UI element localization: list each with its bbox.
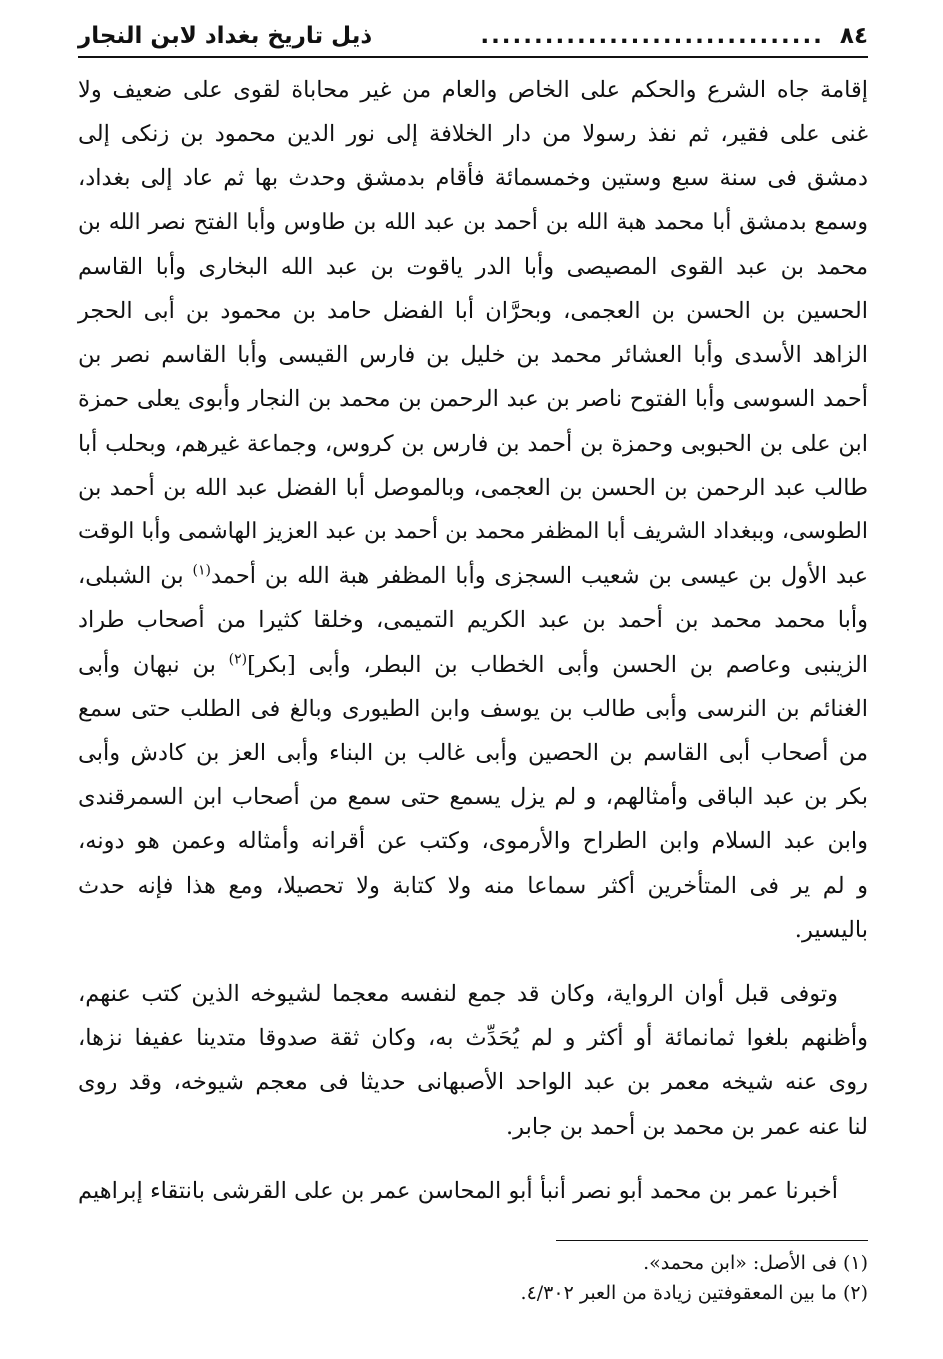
text-line: باليسير.	[794, 916, 868, 943]
text-line: من أصحاب أبى القاسم بن الحصين وأبى غالب بن البناء وأبى العز بن كادش وأبى	[78, 740, 868, 767]
text-line: وأظنهم بلغوا ثمانمائة أو أكثر و لم يُحَدِّث به، وكان ثقة صدوقا متدينا عفيفا نزها،	[78, 1025, 868, 1052]
running-head	[78, 18, 868, 54]
paragraph-1	[78, 68, 868, 952]
text-line: وتوفى قبل أوان الرواية، وكان قد جمع لنفسه معجما لشيوخه الذين كتب عنهم،	[78, 981, 838, 1008]
text-segment: عبد الأول بن عيسى بن شعيب السجزى وأبا المظفر هبة الله بن أحمد	[211, 563, 868, 590]
page-number: ٨٤	[839, 23, 868, 49]
text-line: وسمع بدمشق أبا محمد هبة الله بن أحمد بن عبد الله بن طاوس وأبا الفتح نصر الله بن	[78, 209, 868, 235]
footnote-marker-2[interactable]: (٢)	[228, 651, 248, 668]
header-rule	[78, 56, 868, 58]
text-line: الحسين بن الحسن بن العجمى، وبحرَّان أبا الفضل حامد بن محمود بن أبى الحجر	[78, 298, 868, 325]
text-segment: بن الشبلى،	[78, 563, 193, 590]
text-line: دمشق فى سنة سبع وستين وخمسمائة فأقام بدمشق وحدث بها ثم عاد إلى بغداد،	[78, 165, 868, 192]
text-line: إقامة جاه الشرع والحكم على الخاص والعام من غير محاباة لقوى على ضعيف ولا	[78, 77, 868, 103]
text-line: و لم ير فى المتأخرين أكثر سماعا منه ولا كتابة ولا تحصيلا، ومع هذا فإنه حدث	[78, 872, 868, 899]
text-line: محمد بن عبد القوى المصيصى وأبا الدر ياقوت بن عبد الله البخارى وأبا القاسم	[78, 253, 868, 280]
text-line: لنا عنه عمر بن محمد بن أحمد بن جابر.	[506, 1113, 868, 1140]
text-line-with-footnote-2	[78, 643, 868, 687]
text-line: طالب عبد الرحمن بن الحسن بن العجمى، وبالموصل أبا الفضل عبد الله بن أحمد بن	[78, 474, 868, 501]
text-line: أخبرنا عمر بن محمد أبو نصر أنبأ أبو المحاسن عمر بن على القرشى بانتقاء إبراهيم	[78, 1177, 838, 1204]
text-line: الزاهد الأسدى وأبا العشائر محمد بن خليل بن فارس القيسى وأبا القاسم نصر بن	[78, 342, 868, 369]
footnote-1: (١) فى الأصل: «ابن محمد».	[643, 1252, 868, 1274]
text-line: الطوسى، وببغداد الشريف أبا المظفر محمد بن أحمد بن عبد العزيز الهاشمى وأبا الوقت	[78, 519, 868, 545]
text-line: غنى على فقير، ثم نفذ رسولا من دار الخلافة إلى نور الدين محمود بن زنكى إلى	[78, 121, 868, 148]
text-line: الغنائم بن النرسى وأبى طالب بن يوسف وابن الطيورى وبالغ فى الطلب حتى سمع	[78, 695, 868, 722]
text-line: بكر بن عبد الباقى وأمثالهم، و لم يزل يسمع حتى سمع من أصحاب ابن السمرقندى	[78, 784, 868, 811]
text-line: وأبا محمد محمد بن أحمد بن عبد الكريم التميمى، وخلقا كثيرا من أصحاب طراد	[78, 607, 868, 634]
main-text	[78, 68, 868, 1213]
text-line: أحمد السوسى وأبا الفتوح ناصر بن عبد الرحمن بن محمد بن النجار وأبوى يعلى حمزة	[78, 386, 868, 413]
footnote-marker-1[interactable]: (١)	[192, 562, 211, 579]
text-line: وابن عبد السلام وابن الطراح والأرموى، وكتب عن أقرانه وأمثاله وعمن هو دونه،	[78, 828, 868, 855]
footnote-2: (٢) ما بين المعقوفتين زيادة من العبر ٤/٣٠٢.	[520, 1282, 868, 1304]
text-line: روى عنه شيخه معمر بن عبد الواحد الأصبهانى حديثا فى معجم شيوخه، وقد روى	[78, 1069, 868, 1096]
text-line-with-footnote-1	[78, 554, 868, 598]
footnotes	[78, 1248, 868, 1308]
paragraph-3	[78, 1169, 868, 1213]
text-segment: بن نبهان وأبى	[78, 651, 229, 678]
text-line: ابن على بن الحبوبى وحمزة بن أحمد بن فارس بن كروس، وجماعة غيرهم، وبحلب أبا	[78, 430, 868, 457]
document-page	[78, 18, 868, 1338]
text-segment: الزينبى وعاصم بن الحسن وأبى الخطاب بن البطر، وأبى [بكر]	[247, 651, 869, 678]
book-title: ذيل تاريخ بغداد لابن النجار	[78, 23, 373, 49]
paragraph-2	[78, 972, 868, 1149]
footnote-rule	[556, 1240, 868, 1241]
leader-dots: ................................	[480, 23, 824, 49]
